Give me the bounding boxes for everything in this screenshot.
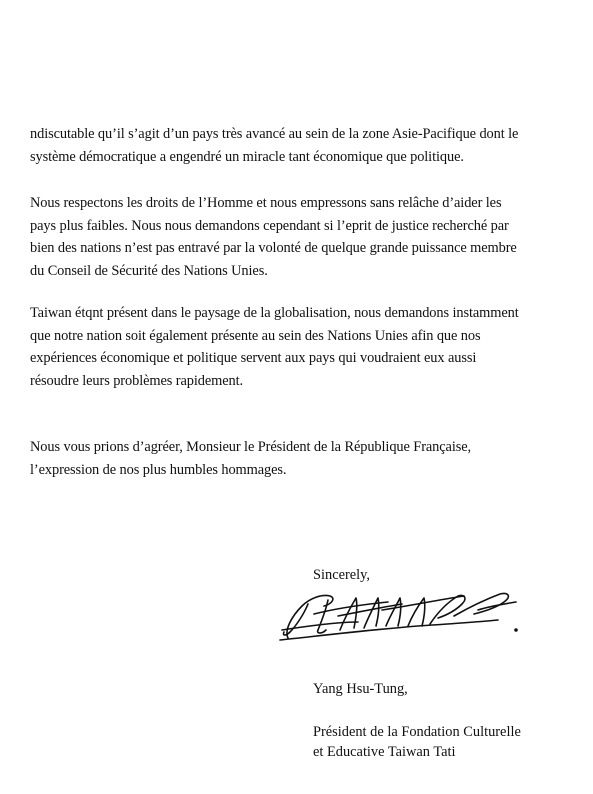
paragraph-line: ndiscutable qu’il s’agit d’un pays très avancé au sein de la zone Asie-Pacifique dont le [30,126,519,142]
paragraph-line: du Conseil de Sécurité des Nations Unies. [30,262,268,279]
paragraph-line: pays plus faibles. Nous nous demandons cependant si l’eprit de justice recherché par [30,217,509,234]
signer-name: Yang Hsu-Tung, [313,681,408,697]
paragraph-line: Nous vous prions d’agréer, Monsieur le Président de la République Française, [30,439,472,455]
signer-title-line-2: et Educative Taiwan Tati [313,744,456,760]
handwritten-signature [278,586,530,646]
paragraph-line: Nous respectons les droits de l’Homme et nous empressons sans relâche d’aider les [30,195,502,211]
closing-salutation: Sincerely, [313,567,371,583]
paragraph-line: bien des nations n’est pas entravé par la volonté de quelque grande puissance membre [30,240,517,256]
paragraph-line: que notre nation soit également présente au sein des Nations Unies afin que nos [30,327,481,344]
paragraph-line: Taiwan étqnt présent dans le paysage de la globalisation, nous demandons instamment [30,305,519,321]
paragraph-line: résoudre leurs problèmes rapidement. [30,372,243,389]
paragraph-line: système démocratique a engendré un miracle tant économique que politique. [30,148,464,165]
letter-paragraph-3 [30,302,570,392]
letter-paragraph-2 [30,192,570,282]
letter-paragraph-1 [30,123,570,168]
signer-title-line-1: Président de la Fondation Culturelle [313,724,521,740]
letter-paragraph-4 [30,436,570,481]
paragraph-line: expériences économique et politique servent aux pays qui voudraient eux aussi [30,350,477,366]
paragraph-line: l’expression de nos plus humbles hommages. [30,461,287,478]
